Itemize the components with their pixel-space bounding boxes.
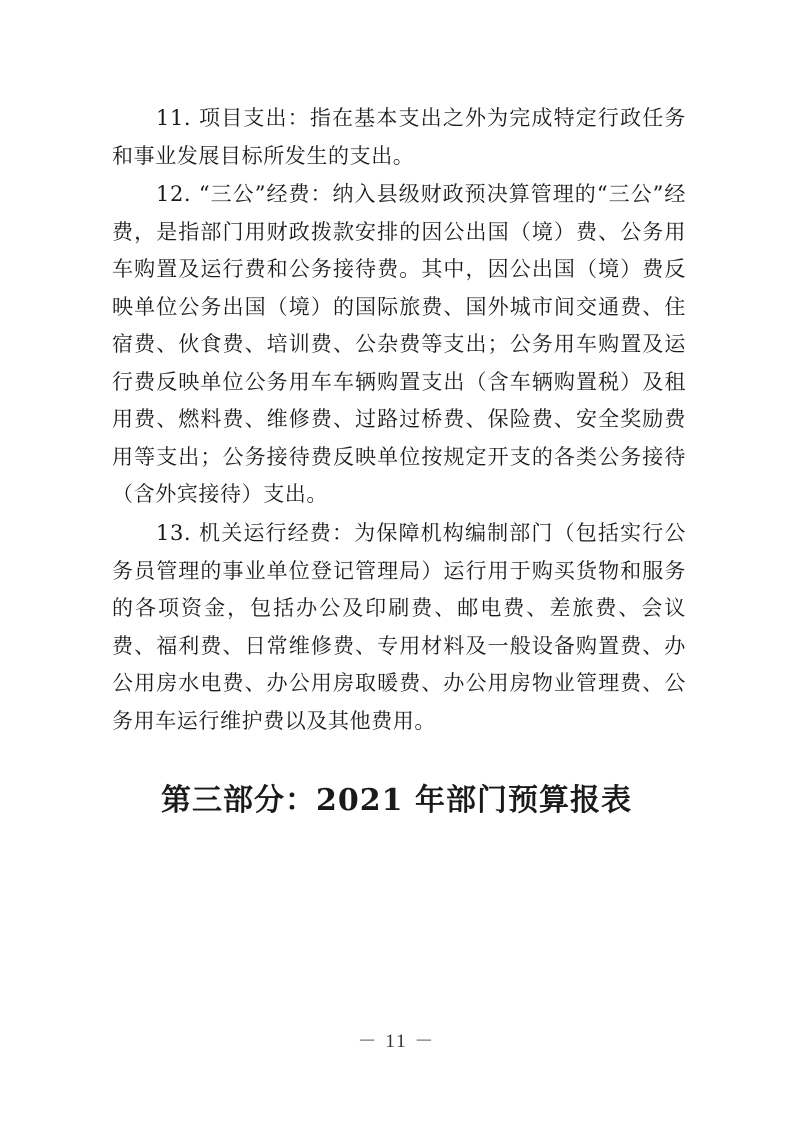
page-number: － 11 － bbox=[357, 1031, 436, 1052]
section-heading: 第三部分：2021 年部门预算报表 bbox=[161, 783, 632, 818]
paragraph-item-13: 13. 机关运行经费：为保障机构编制部门（包括实行公务员管理的事业单位登记管理局）运行用于购买货物和服务的各项资金，包括办公及印刷费、邮电费、差旅费、会议费、福利费、日常维修费、专用材料及一般设备购置费、办公用房水电费、办公用房取暖费、办公用房物业管理费、公务用车运行维护费以及其他费用。 bbox=[112, 521, 686, 733]
paragraph-item-11: 11. 项目支出：指在基本支出之外为完成特定行政任务和事业发展目标所发生的支出。 bbox=[112, 106, 686, 168]
paragraph-item-12: 12. “三公”经费：纳入县级财政预决算管理的“三公”经费，是指部门用财政拨款安排的因公出国（境）费、公务用车购置及运行费和公务接待费。其中，因公出国（境）费反映单位公务出国（境）的国际旅费、国外城市间交通费、住宿费、伙食费、培训费、公杂费等支出；公务用车购置及运行费反映单位公务用车车辆购置支出（含车辆购置税）及租用费、燃料费、维修费、过路过桥费、保险费、安全奖励费用等支出；公务接待费反映单位按规定开支的各类公务接待（含外宾接待）支出。 bbox=[112, 182, 686, 506]
